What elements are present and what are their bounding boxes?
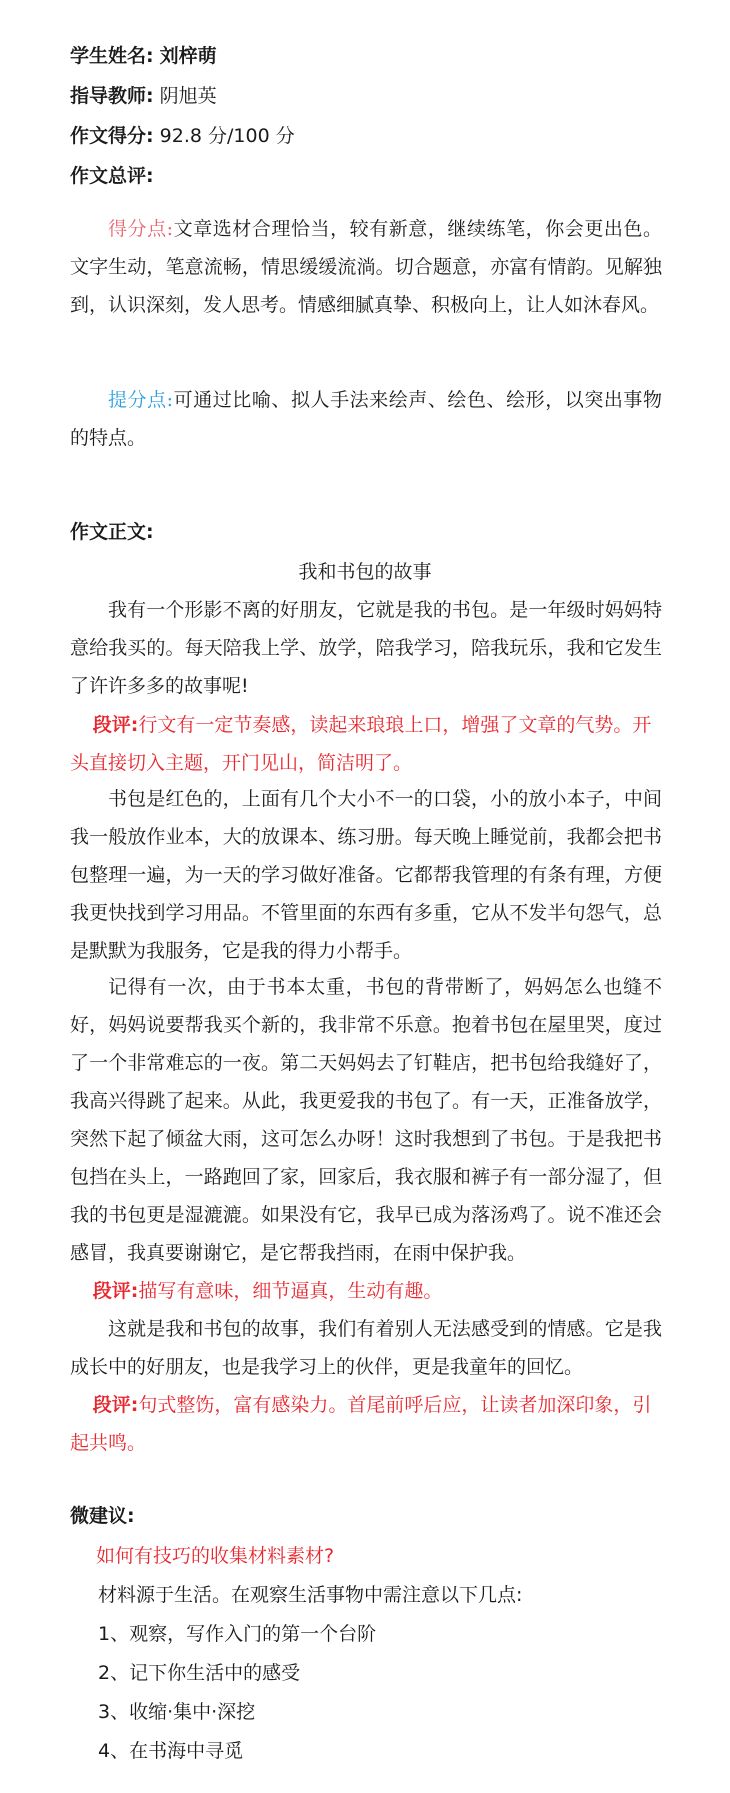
essay-section-label: 作文正文: <box>70 521 154 543</box>
comment-text: 描写有意味，细节逼真，生动有趣。 <box>138 1280 443 1302</box>
improve-points-paragraph <box>70 381 662 457</box>
essay-title: 我和书包的故事 <box>298 561 432 583</box>
suggestion-item-4: 4、在书海中寻觅 <box>98 1740 244 1762</box>
comment-text: 行文有一定节奏感，读起来琅琅上口，增强了文章的气势。开头直接切入主题，开门见山，简洁明了。 <box>70 714 652 774</box>
suggestion-section-label: 微建议: <box>70 1505 135 1527</box>
student-name-label: 学生姓名: <box>70 45 154 67</box>
essay-paragraph-2: 书包是红色的，上面有几个大小不一的口袋，小的放小本子，中间我一般放作业本，大的放课本、练习册。每天晚上睡觉前，我都会把书包整理一遍，为一天的学习做好准备。它都帮我管理的有条有理，方便我更快找到学习用品。不管里面的东西有多重，它从不发半句怨气，总是默默为我服务，它是我的得力小帮手。 <box>70 788 662 962</box>
suggestion-item-2: 2、记下你生活中的感受 <box>98 1662 301 1684</box>
score-row <box>70 124 295 148</box>
suggestion-item-1: 1、观察，写作入门的第一个台阶 <box>98 1623 377 1645</box>
comment-label: 段评: <box>92 1394 139 1416</box>
teacher-value: 阴旭英 <box>159 85 217 107</box>
teacher-label: 指导教师: <box>70 85 154 107</box>
suggestion-intro: 材料源于生活。在观察生活事物中需注意以下几点: <box>98 1584 523 1606</box>
suggestion-item-3: 3、收缩·集中·深挖 <box>98 1701 256 1723</box>
plus-points-label: 得分点: <box>108 218 174 240</box>
student-name-row <box>70 44 217 68</box>
essay-paragraph-1: 我有一个形影不离的好朋友，它就是我的书包。是一年级时妈妈特意给我买的。每天陪我上学、放学，陪我学习，陪我玩乐，我和它发生了许许多多的故事呢! <box>70 599 662 697</box>
score-value: 92.8 分/100 分 <box>159 125 295 147</box>
paragraph-comment-3 <box>70 1386 662 1462</box>
comment-text: 句式整饬，富有感染力。首尾前呼后应，让读者加深印象，引起共鸣。 <box>70 1394 652 1454</box>
improve-points-text: 可通过比喻、拟人手法来绘声、绘色、绘形，以突出事物的特点。 <box>70 389 662 449</box>
comment-label: 段评: <box>92 714 139 736</box>
plus-points-paragraph <box>70 210 662 324</box>
teacher-row <box>70 84 217 108</box>
improve-points-label: 提分点: <box>108 389 174 411</box>
essay-paragraph-3: 记得有一次，由于书本太重，书包的背带断了，妈妈怎么也缝不好，妈妈说要帮我买个新的，我非常不乐意。抱着书包在屋里哭，度过了一个非常难忘的一夜。第二天妈妈去了钉鞋店，把书包给我缝好了，我高兴得跳了起来。从此，我更爱我的书包了。有一天，正准备放学，突然下起了倾盆大雨，这可怎么办呀！这时我想到了书包。于是我把书包挡在头上，一路跑回了家，回家后，我衣服和裤子有一部分湿了，但我的书包更是湿漉漉。如果没有它，我早已成为落汤鸡了。说不准还会感冒，我真要谢谢它，是它帮我挡雨，在雨中保护我。 <box>70 976 662 1264</box>
paragraph-comment-2 <box>70 1272 662 1310</box>
score-label: 作文得分: <box>70 125 154 147</box>
plus-points-text: 文章选材合理恰当，较有新意，继续练笔，你会更出色。文字生动，笔意流畅，情思缓缓流淌。切合题意，亦富有情韵。见解独到，认识深刻，发人思考。情感细腻真挚、积极向上，让人如沐春风。 <box>70 218 662 316</box>
summary-label: 作文总评: <box>70 165 154 187</box>
essay-paragraph-4: 这就是我和书包的故事，我们有着别人无法感受到的情感。它是我成长中的好朋友，也是我学习上的伙伴，更是我童年的回忆。 <box>70 1318 662 1378</box>
paragraph-comment-1 <box>70 706 662 782</box>
comment-label: 段评: <box>92 1280 139 1302</box>
student-name-value: 刘梓萌 <box>159 45 217 67</box>
suggestion-question: 如何有技巧的收集材料素材? <box>96 1545 335 1567</box>
